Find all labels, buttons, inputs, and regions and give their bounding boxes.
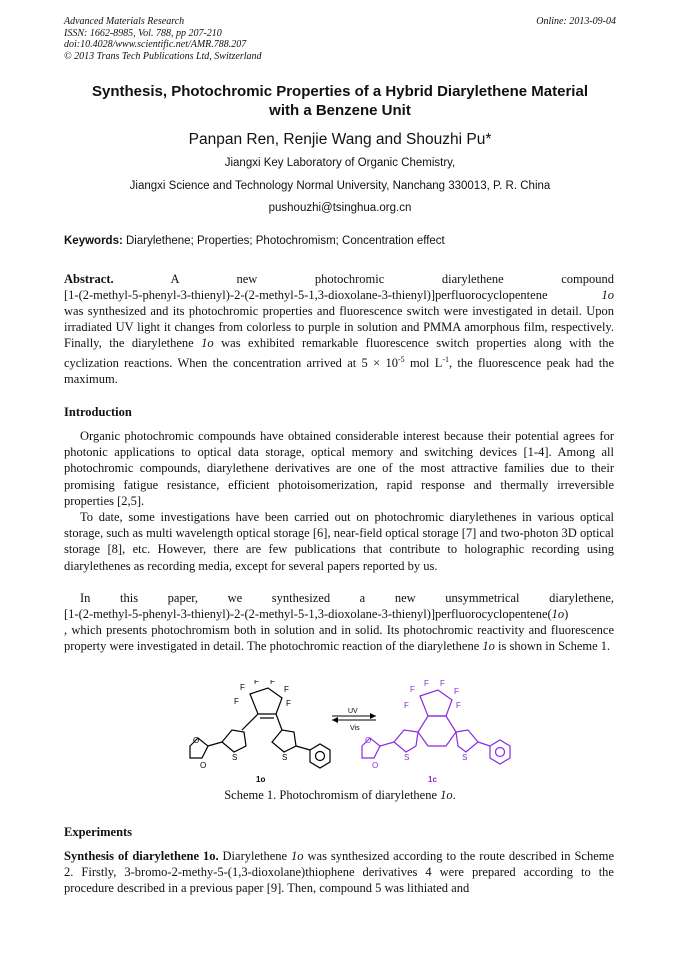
scheme-1-figure bbox=[170, 680, 530, 788]
closed-bond-dioxolane bbox=[380, 742, 394, 746]
abstract-exponent-1: -5 bbox=[397, 354, 405, 364]
open-cyclopentene-ring bbox=[250, 688, 282, 714]
open-phenyl-ring bbox=[310, 744, 330, 768]
email: pushouzhi@tsinghua.org.cn bbox=[268, 202, 412, 214]
atom-s: S bbox=[404, 753, 410, 762]
abstract-text-2: was synthesized and its photochromic properties and fluorescence switch were investigated in detail. Upon irradiated UV light it changes from colorless to purple in solution and PMMA amorphous film, respectively. Finally, the diarylethene bbox=[64, 304, 614, 351]
intro-para-3-line-2 bbox=[64, 606, 614, 622]
atom-f: F bbox=[404, 701, 409, 710]
synthesis-label: Synthesis of diarylethene 1o. bbox=[64, 849, 219, 863]
closed-right-thiophene bbox=[456, 730, 478, 752]
atom-f: F bbox=[240, 683, 245, 692]
atom-o: O bbox=[200, 761, 207, 770]
open-bond-dioxolane bbox=[208, 742, 222, 746]
scheme-caption bbox=[64, 788, 616, 803]
uv-label: UV bbox=[348, 708, 358, 715]
intro-para-2: To date, some investigations have been carried out on photochromic diarylethenes in various optical storage, such as multi wavelength optical storage [6], near-field optical storage [7] and two-photon 3D optical storage [8], etc. However, there are few publications that contribute to holographic recording using diarylethenes as recording media, except for several papers reported by us. bbox=[64, 510, 614, 573]
open-phenyl-aromatic bbox=[316, 752, 325, 761]
intro-heading: Introduction bbox=[64, 405, 132, 419]
open-right-thiophene bbox=[272, 730, 296, 752]
atom-f: F bbox=[254, 680, 259, 686]
title-line-2: with a Benzene Unit bbox=[269, 102, 411, 119]
issn-line: ISSN: 1662-8985, Vol. 788, pp 207-210 bbox=[64, 27, 222, 39]
synthesis-para bbox=[64, 848, 614, 897]
online-date: Online: 2013-09-04 bbox=[536, 16, 616, 27]
abstract-compound-ref: 1o bbox=[201, 336, 214, 351]
intro-text-a: , which presents photochromism both in solution and in solid. Its photochromic reactivity and fluorescence property were investigated in detail. The photochromic reaction of the diarylethene bbox=[64, 623, 614, 654]
caption-compound: 1o bbox=[440, 788, 453, 802]
abstract-label: Abstract. bbox=[64, 272, 114, 286]
authors: Panpan Ren, Renjie Wang and Shouzhi Pu* bbox=[188, 131, 492, 148]
vis-label: Vis bbox=[350, 725, 360, 732]
closed-bond-phenyl bbox=[478, 742, 490, 746]
journal-name: Advanced Materials Research bbox=[64, 16, 185, 27]
open-left-thiophene bbox=[222, 730, 246, 752]
copyright-line: © 2013 Trans Tech Publications Ltd, Switzerland bbox=[64, 50, 262, 62]
abstract-compound-id: 1o bbox=[601, 288, 614, 302]
keywords-label: Keywords: bbox=[64, 235, 123, 247]
abstract-line-1 bbox=[64, 271, 614, 287]
experiments-heading: Experiments bbox=[64, 825, 133, 839]
abstract-body bbox=[64, 303, 614, 387]
abstract-text-5: , the fluorescence peak had the maximum. bbox=[64, 355, 614, 386]
abstract-exponent-2: -1 bbox=[442, 354, 449, 364]
abstract-text-4: mol L bbox=[409, 355, 443, 370]
open-bond-phenyl bbox=[296, 746, 310, 750]
atom-f: F bbox=[270, 680, 275, 686]
abstract-line-2 bbox=[64, 287, 614, 303]
closed-phenyl-ring bbox=[490, 740, 510, 764]
reverse-arrowhead bbox=[332, 717, 338, 723]
abstract-compound: [1-(2-methyl-5-phenyl-3-thienyl)-2-(2-methyl-5-1,3-dioxolane-3-thienyl)]perfluorocyclopentene bbox=[64, 288, 548, 302]
atom-f: F bbox=[424, 680, 429, 688]
title-line-1: Synthesis, Photochromic Properties of a Hybrid Diarylethene Material bbox=[92, 83, 588, 100]
open-bond-left bbox=[242, 714, 258, 730]
closed-phenyl-aromatic bbox=[496, 748, 505, 757]
synthesis-compound: 1o bbox=[291, 849, 304, 863]
atom-s: S bbox=[282, 753, 288, 762]
synthesis-text-a: Diarylethene bbox=[222, 849, 288, 863]
caption-period: . bbox=[452, 788, 456, 802]
intro-compound-id: 1o bbox=[551, 607, 565, 621]
synthesis-text-b: was synthesized according to the route described in Scheme 2. Firstly, 3-bromo-2-methy-5-(1,3-dioxolane)thiophene derivatives 4 were prepared according to the procedure described in a previous paper [9]. Then, compound 5 was lithiated and bbox=[64, 849, 615, 896]
keywords bbox=[64, 235, 616, 247]
affiliation-1: Jiangxi Key Laboratory of Organic Chemistry, bbox=[224, 157, 456, 169]
abstract-text-3: was exhibited remarkable fluorescence switch properties along with the cyclization reactions. When the concentration arrived at 5 × 10 bbox=[64, 336, 615, 370]
paper-title bbox=[64, 82, 616, 120]
atom-o: O bbox=[365, 736, 372, 745]
atom-f: F bbox=[410, 685, 415, 694]
open-bond-right bbox=[276, 714, 282, 730]
atom-f: F bbox=[456, 701, 461, 710]
intro-compound-ref: 1o bbox=[482, 639, 495, 654]
closed-central-ring bbox=[418, 716, 456, 746]
journal-header bbox=[64, 16, 616, 62]
intro-text-b: is shown in Scheme 1. bbox=[498, 639, 611, 654]
caption-text: Scheme 1. Photochromism of diarylethene bbox=[224, 788, 438, 802]
atom-f: F bbox=[284, 685, 289, 694]
atom-f: F bbox=[234, 697, 239, 706]
label-1c: 1c bbox=[428, 775, 437, 784]
atom-f: F bbox=[454, 687, 459, 696]
intro-para-3-rest bbox=[64, 622, 614, 654]
atom-f: F bbox=[440, 680, 445, 688]
closed-left-thiophene bbox=[394, 730, 418, 752]
reaction-arrows bbox=[332, 708, 376, 732]
keywords-text: Diarylethene; Properties; Photochromism; Concentration effect bbox=[126, 235, 445, 247]
doi-line: doi:10.4028/www.scientific.net/AMR.788.207 bbox=[64, 39, 247, 50]
intro-compound: [1-(2-methyl-5-phenyl-3-thienyl)-2-(2-methyl-5-1,3-dioxolane-3-thienyl)]perfluorocyclopentene( bbox=[64, 607, 552, 621]
affiliation-2: Jiangxi Science and Technology Normal University, Nanchang 330013, P. R. China bbox=[129, 180, 551, 192]
intro-para-3-line-1: In this paper, we synthesized a new unsymmetrical diarylethene, bbox=[80, 591, 614, 605]
abstract-text-1: A new photochromic diarylethene compound bbox=[170, 272, 615, 286]
label-1o: 1o bbox=[256, 775, 266, 784]
atom-o: O bbox=[193, 736, 200, 745]
atom-s: S bbox=[232, 753, 238, 762]
intro-paren: ) bbox=[564, 607, 569, 621]
atom-f: F bbox=[286, 699, 291, 708]
atom-o: O bbox=[372, 761, 379, 770]
forward-arrowhead bbox=[370, 713, 376, 719]
closed-cyclopentene-ring bbox=[420, 690, 452, 716]
intro-para-1: Organic photochromic compounds have obtained considerable interest because their potential agrees for photonic applications to optical data storage, optical memory and switching devices [1-4]. Among all photochromic compounds, diarylethene derivatives are one of the most attractive families due to their promising fatigue resistance, efficient photoisomerization, rapid response and thermally irreversible properties [2,5]. bbox=[64, 429, 614, 508]
atom-s: S bbox=[462, 753, 468, 762]
closed-isomer-structure bbox=[362, 690, 510, 764]
open-isomer-structure bbox=[190, 688, 330, 768]
